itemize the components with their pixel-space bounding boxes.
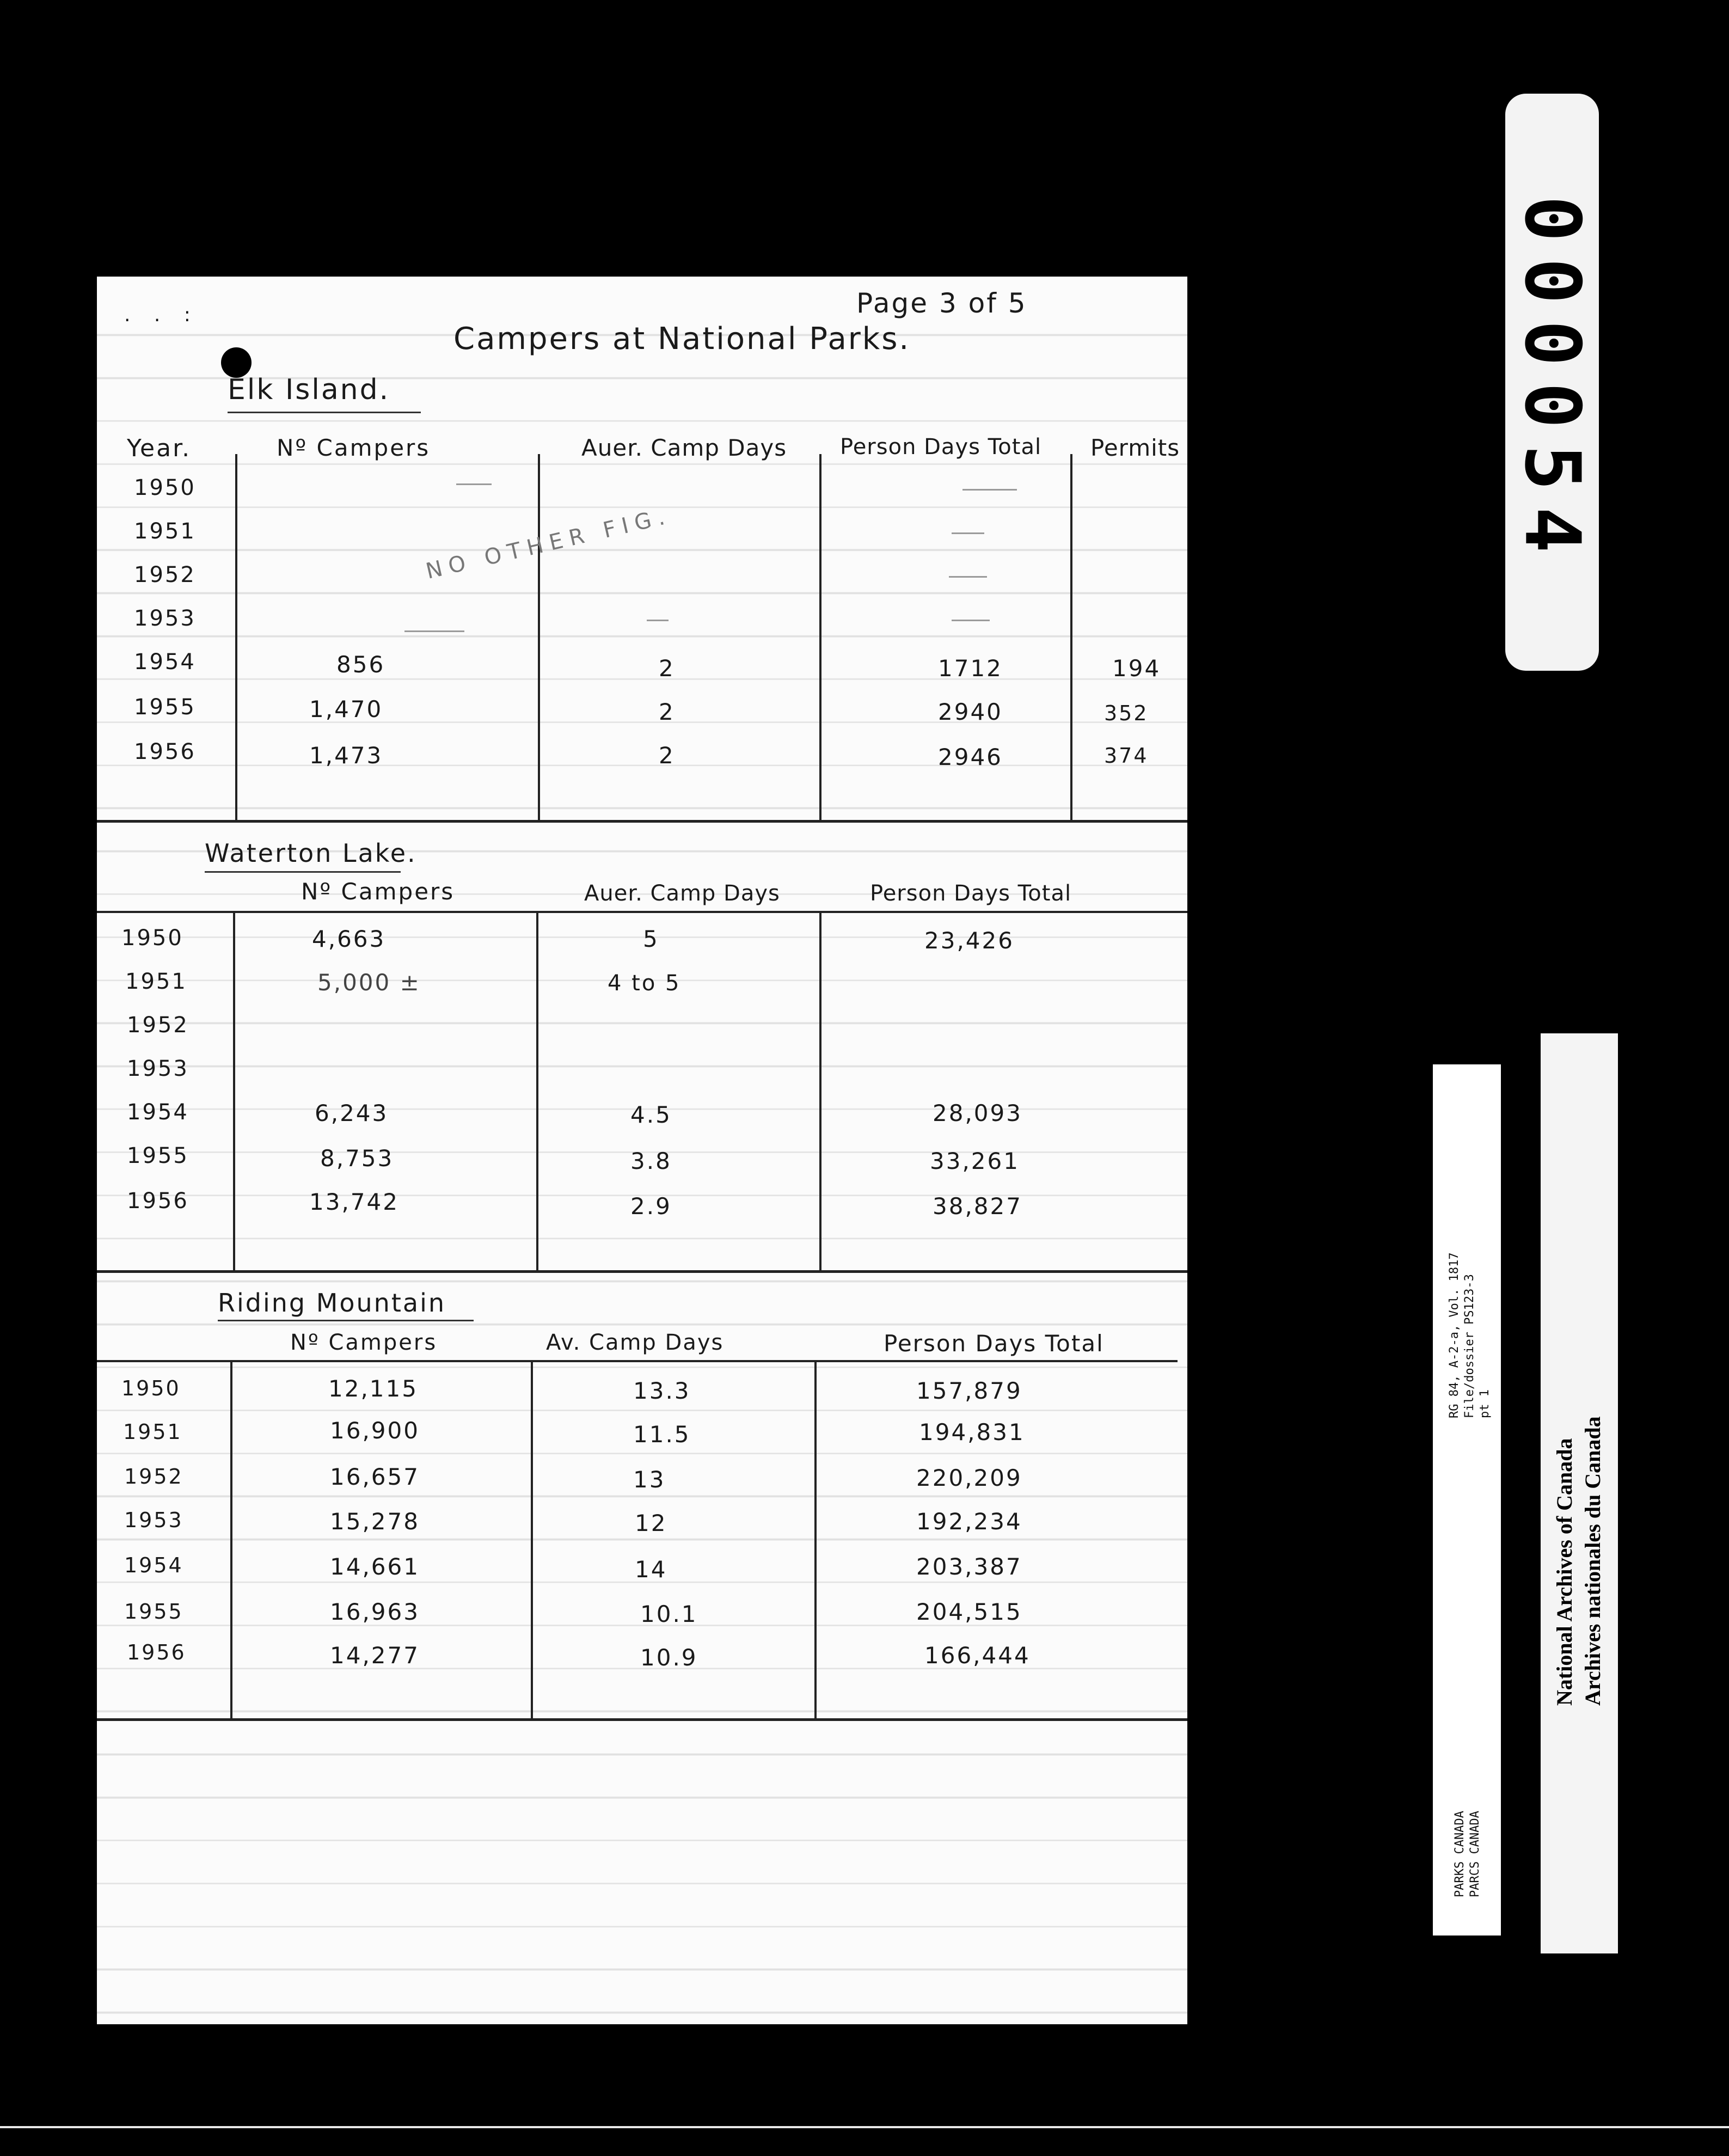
column-header-avg-camp-days: Auer. Camp Days [584,881,780,906]
page-number: Page 3 of 5 [856,287,1027,319]
cell-person-days: 204,515 [916,1598,1022,1625]
blank-dash [404,630,464,632]
reference-code-block [1436,1070,1498,1418]
row-year: 1955 [127,1143,189,1168]
column-header-person-days: Person Days Total [840,434,1042,460]
row-year: 1954 [134,650,196,675]
cell-avg-camp-days: 10.9 [640,1644,698,1671]
column-header-avg-camp-days: Auer. Camp Days [581,434,787,461]
cell-avg-camp-days: 13 [633,1466,666,1493]
reel-number: 000054 [1507,195,1597,569]
cell-avg-camp-days: 2 [659,699,675,725]
cell-person-days: 192,234 [916,1508,1022,1535]
row-year: 1955 [124,1600,183,1624]
cell-avg-camp-days: 11.5 [633,1421,691,1448]
row-year: 1955 [134,695,196,720]
cell-person-days: 33,261 [930,1148,1020,1174]
row-year: 1950 [121,926,183,951]
row-year: 1953 [134,606,196,631]
cell-avg-camp-days: 5 [643,926,659,952]
reference-line: pt 1 [1478,1389,1492,1418]
column-header-campers: Nº Campers [277,434,431,461]
cell-campers: 13,742 [309,1189,399,1215]
column-header-person-days: Person Days Total [884,1330,1104,1357]
cell-campers: 1,470 [309,696,383,722]
row-year: 1953 [127,1056,189,1081]
cell-avg-camp-days: 14 [635,1556,667,1583]
blank-dash [456,483,492,485]
ledger-sheet [97,277,1187,2024]
cell-person-days: 28,093 [933,1100,1022,1126]
cell-campers: 4,663 [312,926,386,952]
column-header-year: Year. [127,434,192,462]
agency-block [1436,1718,1498,1897]
column-divider [230,1360,232,1719]
cell-permits: 352 [1104,701,1149,725]
row-year: 1953 [124,1508,183,1532]
cell-avg-camp-days: 13.3 [633,1377,691,1404]
column-divider [819,911,821,1273]
row-year: 1950 [134,475,196,500]
cell-person-days: 2946 [938,744,1003,770]
heading-underline [205,871,401,873]
cell-avg-camp-days: 4.5 [630,1101,672,1128]
column-divider [814,1360,817,1719]
cell-avg-camp-days: 2.9 [630,1193,672,1220]
cell-avg-camp-days: 12 [635,1510,667,1536]
column-header-permits: Permits [1090,434,1180,461]
row-year: 1956 [127,1189,189,1214]
cell-campers: 16,657 [330,1463,420,1490]
column-divider [536,911,538,1273]
header-rule [97,911,1187,913]
cell-avg-camp-days: 3.8 [630,1148,672,1174]
column-divider [819,454,821,820]
cell-avg-camp-days: 4 to 5 [608,971,681,996]
section-rule [97,820,1187,823]
column-header-avg-camp-days: Av. Camp Days [546,1330,724,1355]
cell-campers: 12,115 [328,1375,418,1402]
cell-campers: 15,278 [330,1508,420,1535]
row-year: 1952 [127,1013,189,1038]
row-year: 1951 [125,969,187,994]
column-header-campers: Nº Campers [301,878,455,905]
column-divider [1070,454,1072,820]
cell-person-days: 157,879 [916,1377,1022,1404]
margin-marks: . . : [124,304,199,326]
blank-dash [952,532,984,534]
cell-campers: 14,661 [330,1553,420,1580]
heading-underline [228,412,421,413]
archives-name-fr: Archives nationales du Canada [1580,1416,1605,1706]
column-divider [233,911,235,1273]
cell-campers: 5,000 ± [317,969,421,996]
row-year: 1954 [124,1553,183,1577]
blank-dash [949,576,987,578]
row-year: 1956 [134,739,196,764]
cell-permits: 194 [1112,655,1161,682]
agency-line: PARKS CANADA [1453,1811,1467,1897]
blank-dash [952,620,990,621]
row-year: 1950 [121,1376,181,1400]
page-title: Campers at National Parks. [453,321,911,357]
cell-person-days: 194,831 [919,1419,1025,1445]
film-edge-rule [0,2126,1729,2128]
cell-person-days: 2940 [938,699,1003,725]
cell-person-days: 166,444 [924,1642,1031,1669]
cell-campers: 856 [336,651,385,678]
cell-campers: 1,473 [309,742,383,769]
row-year: 1954 [127,1100,189,1125]
blank-dash [647,620,669,621]
cell-campers: 6,243 [315,1100,389,1126]
column-header-person-days: Person Days Total [870,881,1072,906]
cell-campers: 16,900 [330,1417,420,1444]
cell-campers: 16,963 [330,1598,420,1625]
row-year: 1951 [123,1420,182,1444]
cell-avg-camp-days: 10.1 [640,1601,698,1627]
cell-person-days: 1712 [938,655,1003,682]
cell-campers: 14,277 [330,1642,420,1669]
row-year: 1952 [124,1465,183,1489]
cell-avg-camp-days: 2 [659,742,675,769]
national-archives-label [1541,1033,1618,1953]
no-other-figures-note: NO OTHER FIG. [424,503,673,584]
cell-avg-camp-days: 2 [659,655,675,682]
archive-reference-label [1433,1064,1501,1935]
cell-person-days: 38,827 [933,1193,1022,1220]
column-header-campers: Nº Campers [290,1330,438,1355]
column-divider [531,1360,533,1719]
blank-dash [962,489,1017,491]
section-heading-riding-mountain: Riding Mountain [218,1288,446,1318]
section-heading-waterton-lake: Waterton Lake. [205,838,417,868]
column-divider [235,454,237,820]
column-divider [538,454,540,820]
section-heading-elk-island: Elk Island. [228,373,390,406]
section-rule [97,1270,1187,1273]
row-year: 1952 [134,562,196,587]
row-year: 1951 [134,519,196,544]
heading-underline [218,1320,474,1321]
cell-person-days: 23,426 [924,927,1014,954]
archives-name-en: National Archives of Canada [1552,1438,1577,1706]
section-rule [97,1718,1187,1721]
agency-line: PARCS CANADA [1468,1811,1482,1897]
reference-line: File/dossier PS123-3 [1463,1274,1476,1418]
cell-person-days: 220,209 [916,1465,1022,1491]
header-rule [97,1360,1178,1362]
cell-campers: 8,753 [320,1145,394,1172]
reel-number-strip [1505,94,1599,671]
cell-person-days: 203,387 [916,1553,1022,1580]
reference-line: RG 84, A-2-a, Vol. 1817 [1448,1252,1461,1418]
row-year: 1956 [127,1640,186,1664]
cell-permits: 374 [1104,744,1149,768]
